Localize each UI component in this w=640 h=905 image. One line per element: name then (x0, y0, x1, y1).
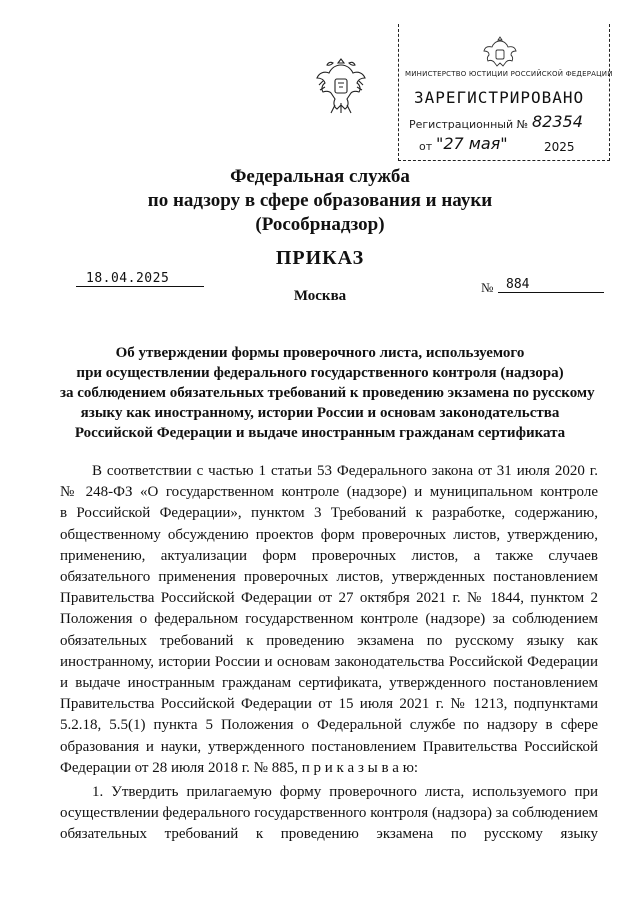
stamp-handwritten-date: "27 мая" (436, 134, 508, 153)
title-line: Российской Федерации и выдаче иностранным гражданам сертификата (74, 425, 566, 441)
stamp-ministry-name: МИНИСТЕРСТВО ЮСТИЦИИ РОССИЙСКОЙ ФЕДЕРАЦИИ (405, 70, 613, 78)
order-number: 884 (498, 277, 604, 293)
organization-name-line1: Федеральная служба (230, 166, 410, 187)
organization-name-line3: (Рособрнадзор) (255, 214, 385, 235)
title-line: языку как иностранному, истории России и основам законодательства (80, 405, 560, 421)
stamp-year: 2025 (544, 140, 575, 154)
preamble-paragraph (60, 461, 598, 779)
paragraph-line: Положения о федеральном государственном контроле (надзоре) за соблюдением (60, 611, 598, 628)
paragraph-line: Правительства Российской Федерации от 15 июля 2021 г. № 1213, подпунктами (60, 696, 598, 713)
title-line: при осуществлении федерального государственного контроля (надзора) (76, 365, 564, 381)
paragraph-line: осуществлении федерального государственного контроля (надзора) за соблюдением (60, 805, 598, 822)
item-1-paragraph (60, 782, 598, 846)
title-line: Об утверждении формы проверочного листа, используемого (115, 345, 525, 361)
paragraph-line: Правительства Российской Федерации от 27 октября 2021 г. № 1844, пунктом 2 (60, 590, 598, 607)
paragraph-line: обязательных требований к проведению экзамена по русскому языку (60, 826, 598, 843)
paragraph-line: в Российской Федерации», пунктом 3 Требований к разработке, содержанию, (60, 505, 598, 522)
paragraph-line: 1. Утвердить прилагаемую форму проверочного листа, используемого при (92, 784, 598, 800)
city-name: Москва (293, 288, 347, 304)
title-line: за соблюдением обязательных требований к проведению экзамена по русскому (60, 385, 595, 401)
paragraph-line: образования и науки, утвержденного постановлением Правительства Российской (60, 738, 598, 755)
coat-of-arms-emblem (313, 53, 369, 119)
paragraph-line: Федерации от 28 июля 2018 г. № 885, п р и к а з ы в а ю: (60, 759, 419, 776)
stamp-registered-text: ЗАРЕГИСТРИРОВАНО (414, 88, 585, 107)
stamp-registration-label: Регистрационный № (409, 118, 529, 131)
stamp-emblem (480, 33, 520, 71)
paragraph-line: № 248-ФЗ «О государственном контроле (надзоре) и муниципальном контроле (60, 484, 598, 501)
paragraph-line: обязательных требований к проведению экзамена по русскому языку как (60, 632, 598, 649)
paragraph-line: обязательного применения проверочных листов, утвержденных постановлением (60, 569, 598, 586)
paragraph-line: иностранному, истории России и основам законодательства Российской Федерации (60, 653, 598, 670)
stamp-from-label: от (419, 140, 433, 153)
paragraph-line: В соответствии с частью 1 статьи 53 Федерального закона от 31 июля 2020 г. (92, 463, 598, 479)
order-date: 18.04.2025 (76, 271, 204, 287)
order-title (60, 343, 595, 443)
organization-name-line2: по надзору в сфере образования и науки (147, 190, 493, 211)
stamp-registration-number: 82354 (532, 112, 583, 131)
paragraph-line: общественному обсуждению проектов форм проверочных листов, утверждению, (60, 526, 598, 543)
document-type-heading: ПРИКАЗ (275, 247, 365, 269)
paragraph-line: и выдаче иностранным гражданам сертификата, утвержденного постановлением (60, 675, 598, 692)
order-number-label: № (481, 280, 494, 295)
paragraph-line: 5.2.18, 5.5(1) пункта 5 Положения о Федеральной службе по надзору в сфере (60, 717, 598, 734)
paragraph-line: применению, актуализации форм проверочных листов, а также случаев (60, 547, 598, 564)
